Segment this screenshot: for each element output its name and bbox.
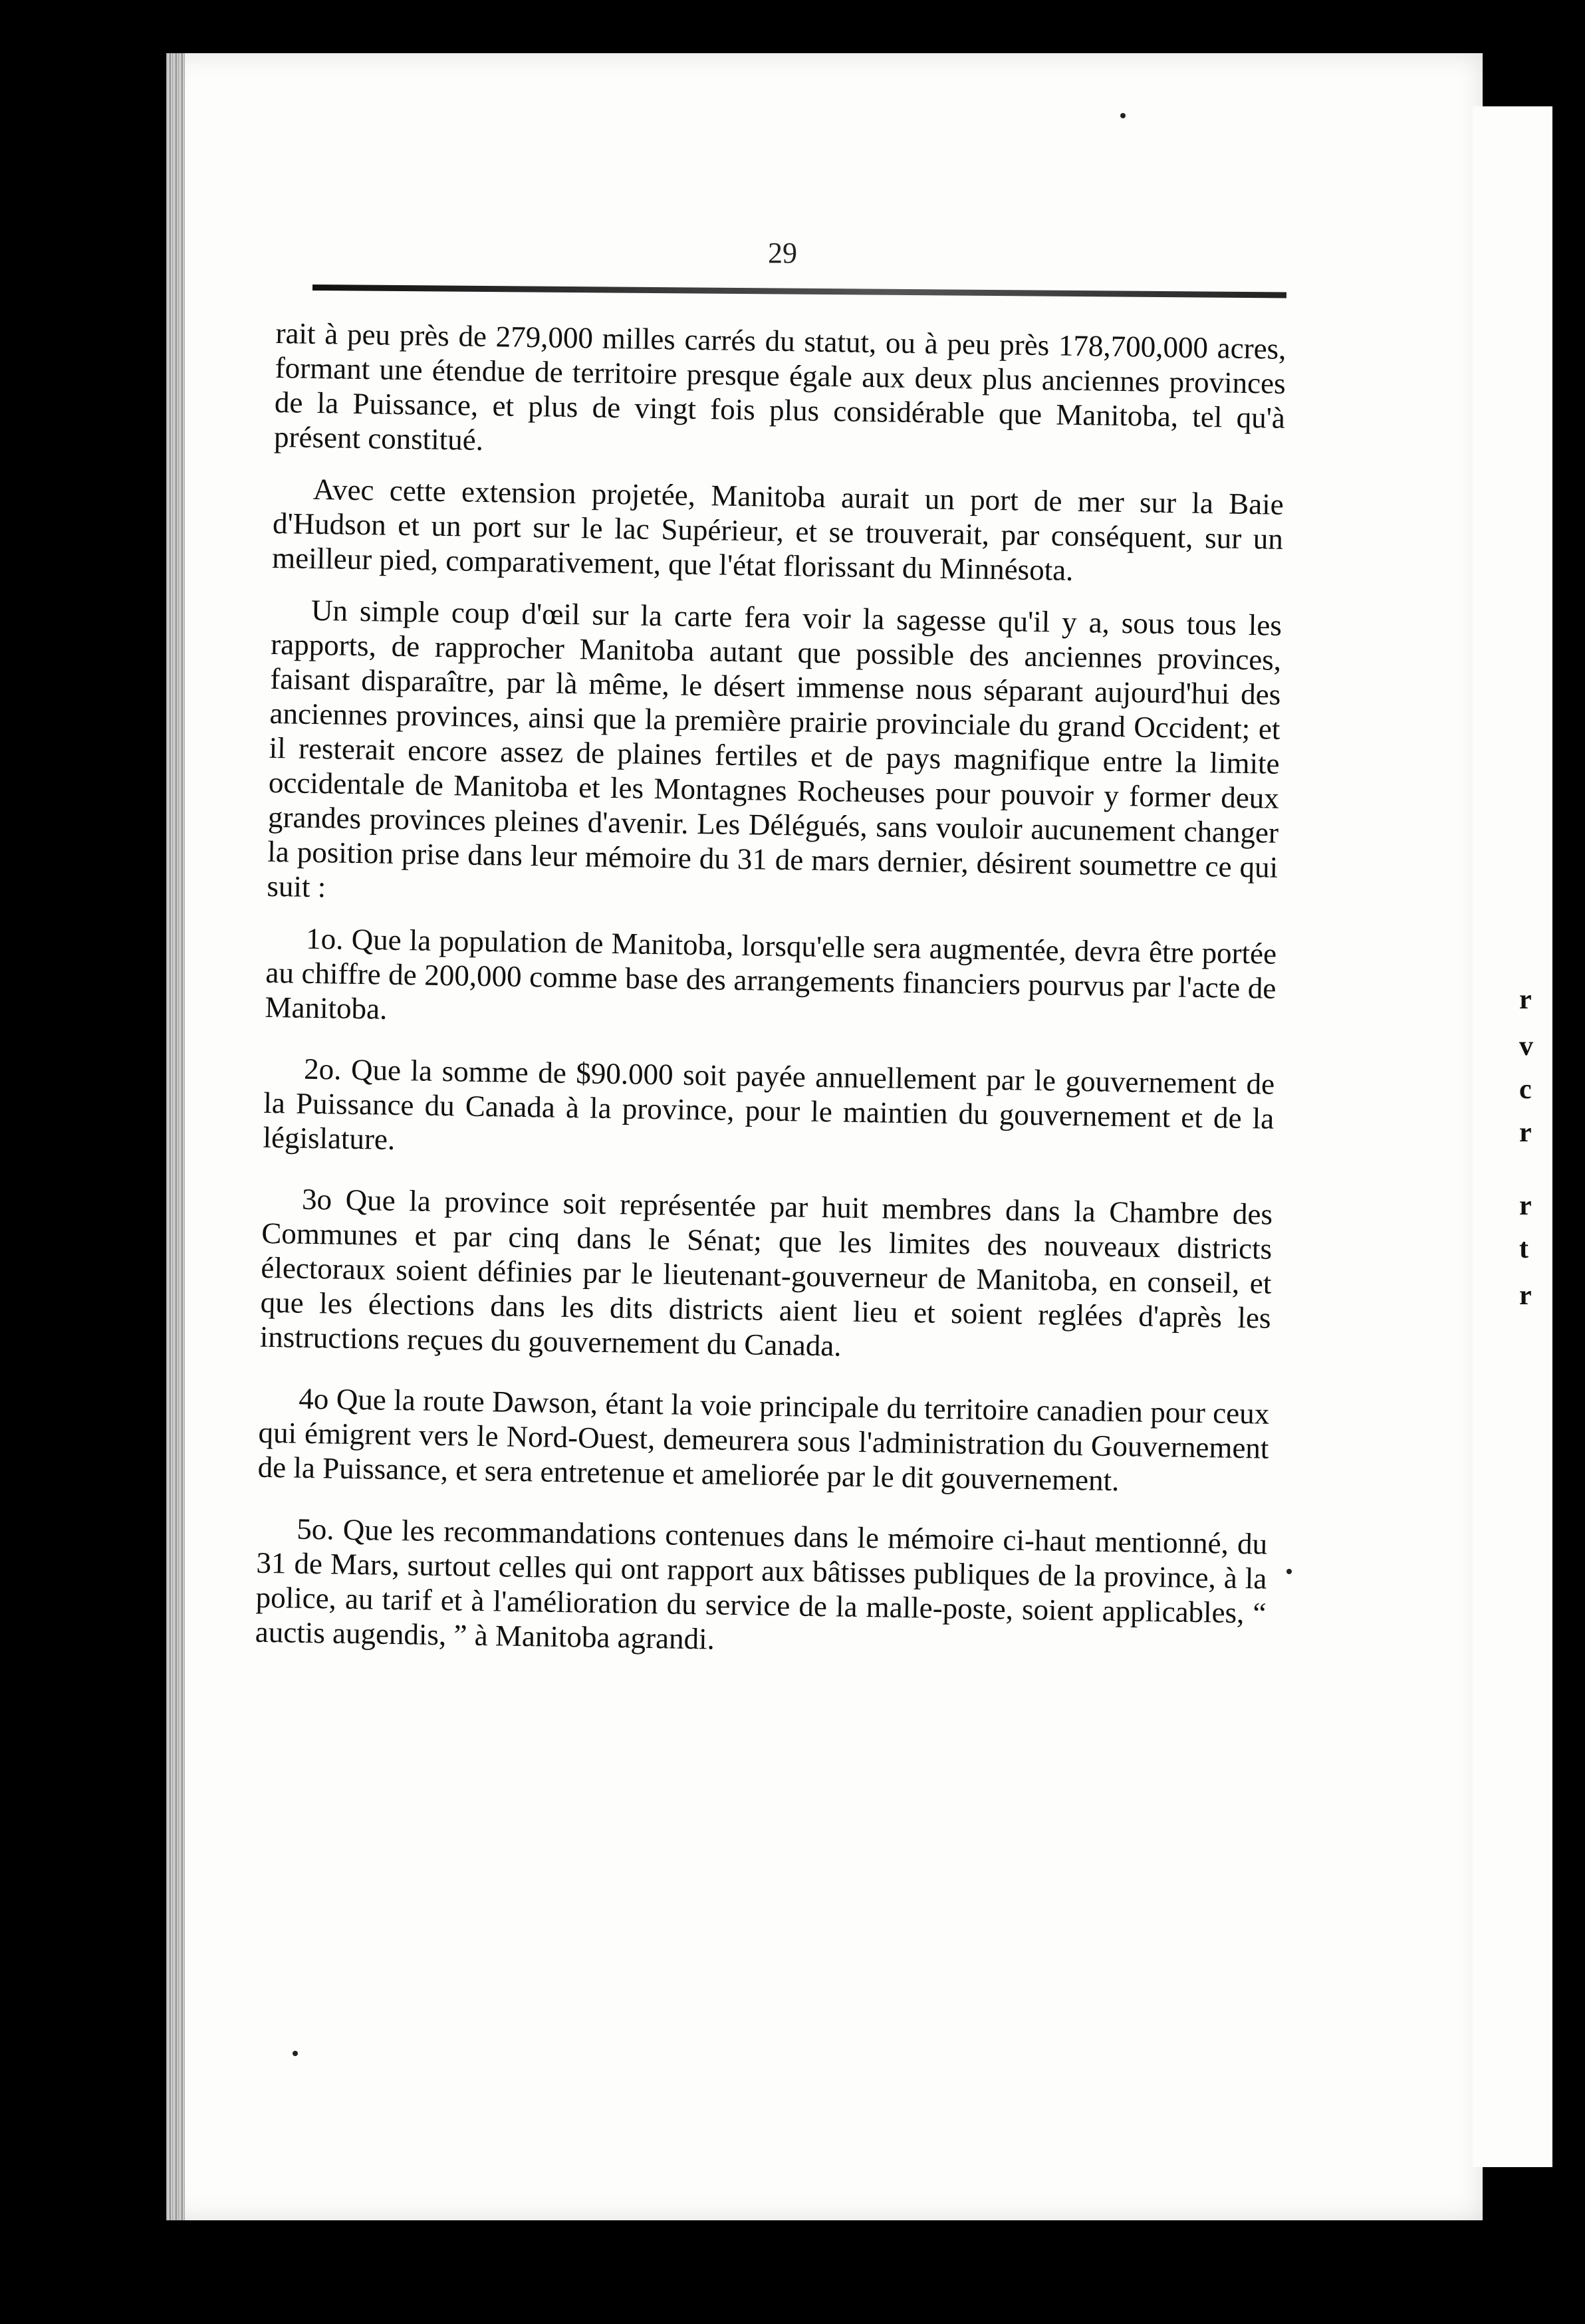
scan-speck (1286, 1569, 1292, 1574)
facing-page-fragment: r (1519, 985, 1532, 1015)
page-body-text (255, 316, 1286, 1692)
facing-page-fragment: v (1519, 1031, 1533, 1062)
resolution-item-4: 4o Que la route Dawson, étant la voie principale du territoire canadien pour ceux qui émigrent vers le Nord-Ouest, demeurera sous l'administration du Gouvernement de la Puissance, et sera entretenue et ameliorée par le dit gouvernement. (257, 1381, 1270, 1498)
paragraph-continuation: rait à peu près de 279,000 milles carrés du statut, ou à peu près 178,700,000 acres, formant une étendue de territoire presque égale aux deux plus anciennes provinces de la Puissance, et plus de vingt fois plus considérable que Manitoba, tel qu'à présent constitué. (273, 316, 1286, 457)
facing-page-edge (1473, 106, 1552, 2167)
scan-speck (293, 2051, 298, 2056)
facing-page-fragment: r (1519, 1117, 1532, 1148)
page-binding-edge (166, 53, 185, 2220)
resolution-item-5: 5o. Que les recommandations contenues dans le mémoire ci-haut mentionné, du 31 de Mars, surtout celles qui ont rapport aux bâtisses publiques de la province, à la police, au tarif et à l'amélioration du service de la malle-poste, soient applicables, “ auctis augendis, ” à Manitoba agrandi. (255, 1512, 1268, 1656)
resolution-item-2: 2o. Que la somme de $90.000 soit payée annuellement par le gouvernement de la Puissance du Canada à la province, pour le maintien du gouvernement et de la législature. (263, 1052, 1275, 1156)
facing-page-fragment: r (1519, 1280, 1532, 1311)
facing-page-fragment: r (1519, 1191, 1532, 1221)
paragraph-map-argument: Un simple coup d'œil sur la carte fera voir la sagesse qu'il y a, sous tous les rapports, de rapprocher Manitoba autant que possible des anciennes provinces, faisant disparaître, par là même, le désert immense nous séparant aujourd'hui des anciennes provinces, ainsi que la première prairie provinciale du grand Occident; et il resterait encore assez de plaines fertiles et de pays magnifique entre la limite occidentale de Manitoba et les Montagnes Rocheuses pour pouvoir y former deux grandes provinces pleines d'avenir. Les Délégués, sans vouloir aucunement changer la position prise dans leur mémoire du 31 de mars dernier, désirent soumettre ce qui suit : (267, 593, 1282, 904)
scan-speck (1120, 113, 1126, 118)
facing-page-fragment: c (1519, 1074, 1532, 1105)
resolution-item-1: 1o. Que la population de Manitoba, lorsqu'elle sera augmentée, devra être portée au chiffre de 200,000 comme base des arrangements financiers pourvus par l'acte de Manitoba. (265, 921, 1277, 1026)
facing-page-fragment: t (1519, 1234, 1528, 1264)
paragraph-port-extension: Avec cette extension projetée, Manitoba aurait un port de mer sur la Baie d'Hudson et un port sur le lac Supérieur, et se trouverait, par conséquent, sur un meilleur pied, comparativement, que l'état florissant du Minnésota. (271, 472, 1284, 587)
resolution-item-3: 3o Que la province soit représentée par huit membres dans la Chambre des Communes et par cinq dans le Sénat; que les limites des nouveaux districts électoraux soient définies par le lieutenant-gouverneur de Manitoba, en conseil, et que les élections dans les dits districts aient lieu et soient reglées d'après les instructions reçues du gouvernement du Canada. (259, 1182, 1273, 1363)
page-number: 29 (768, 237, 797, 269)
